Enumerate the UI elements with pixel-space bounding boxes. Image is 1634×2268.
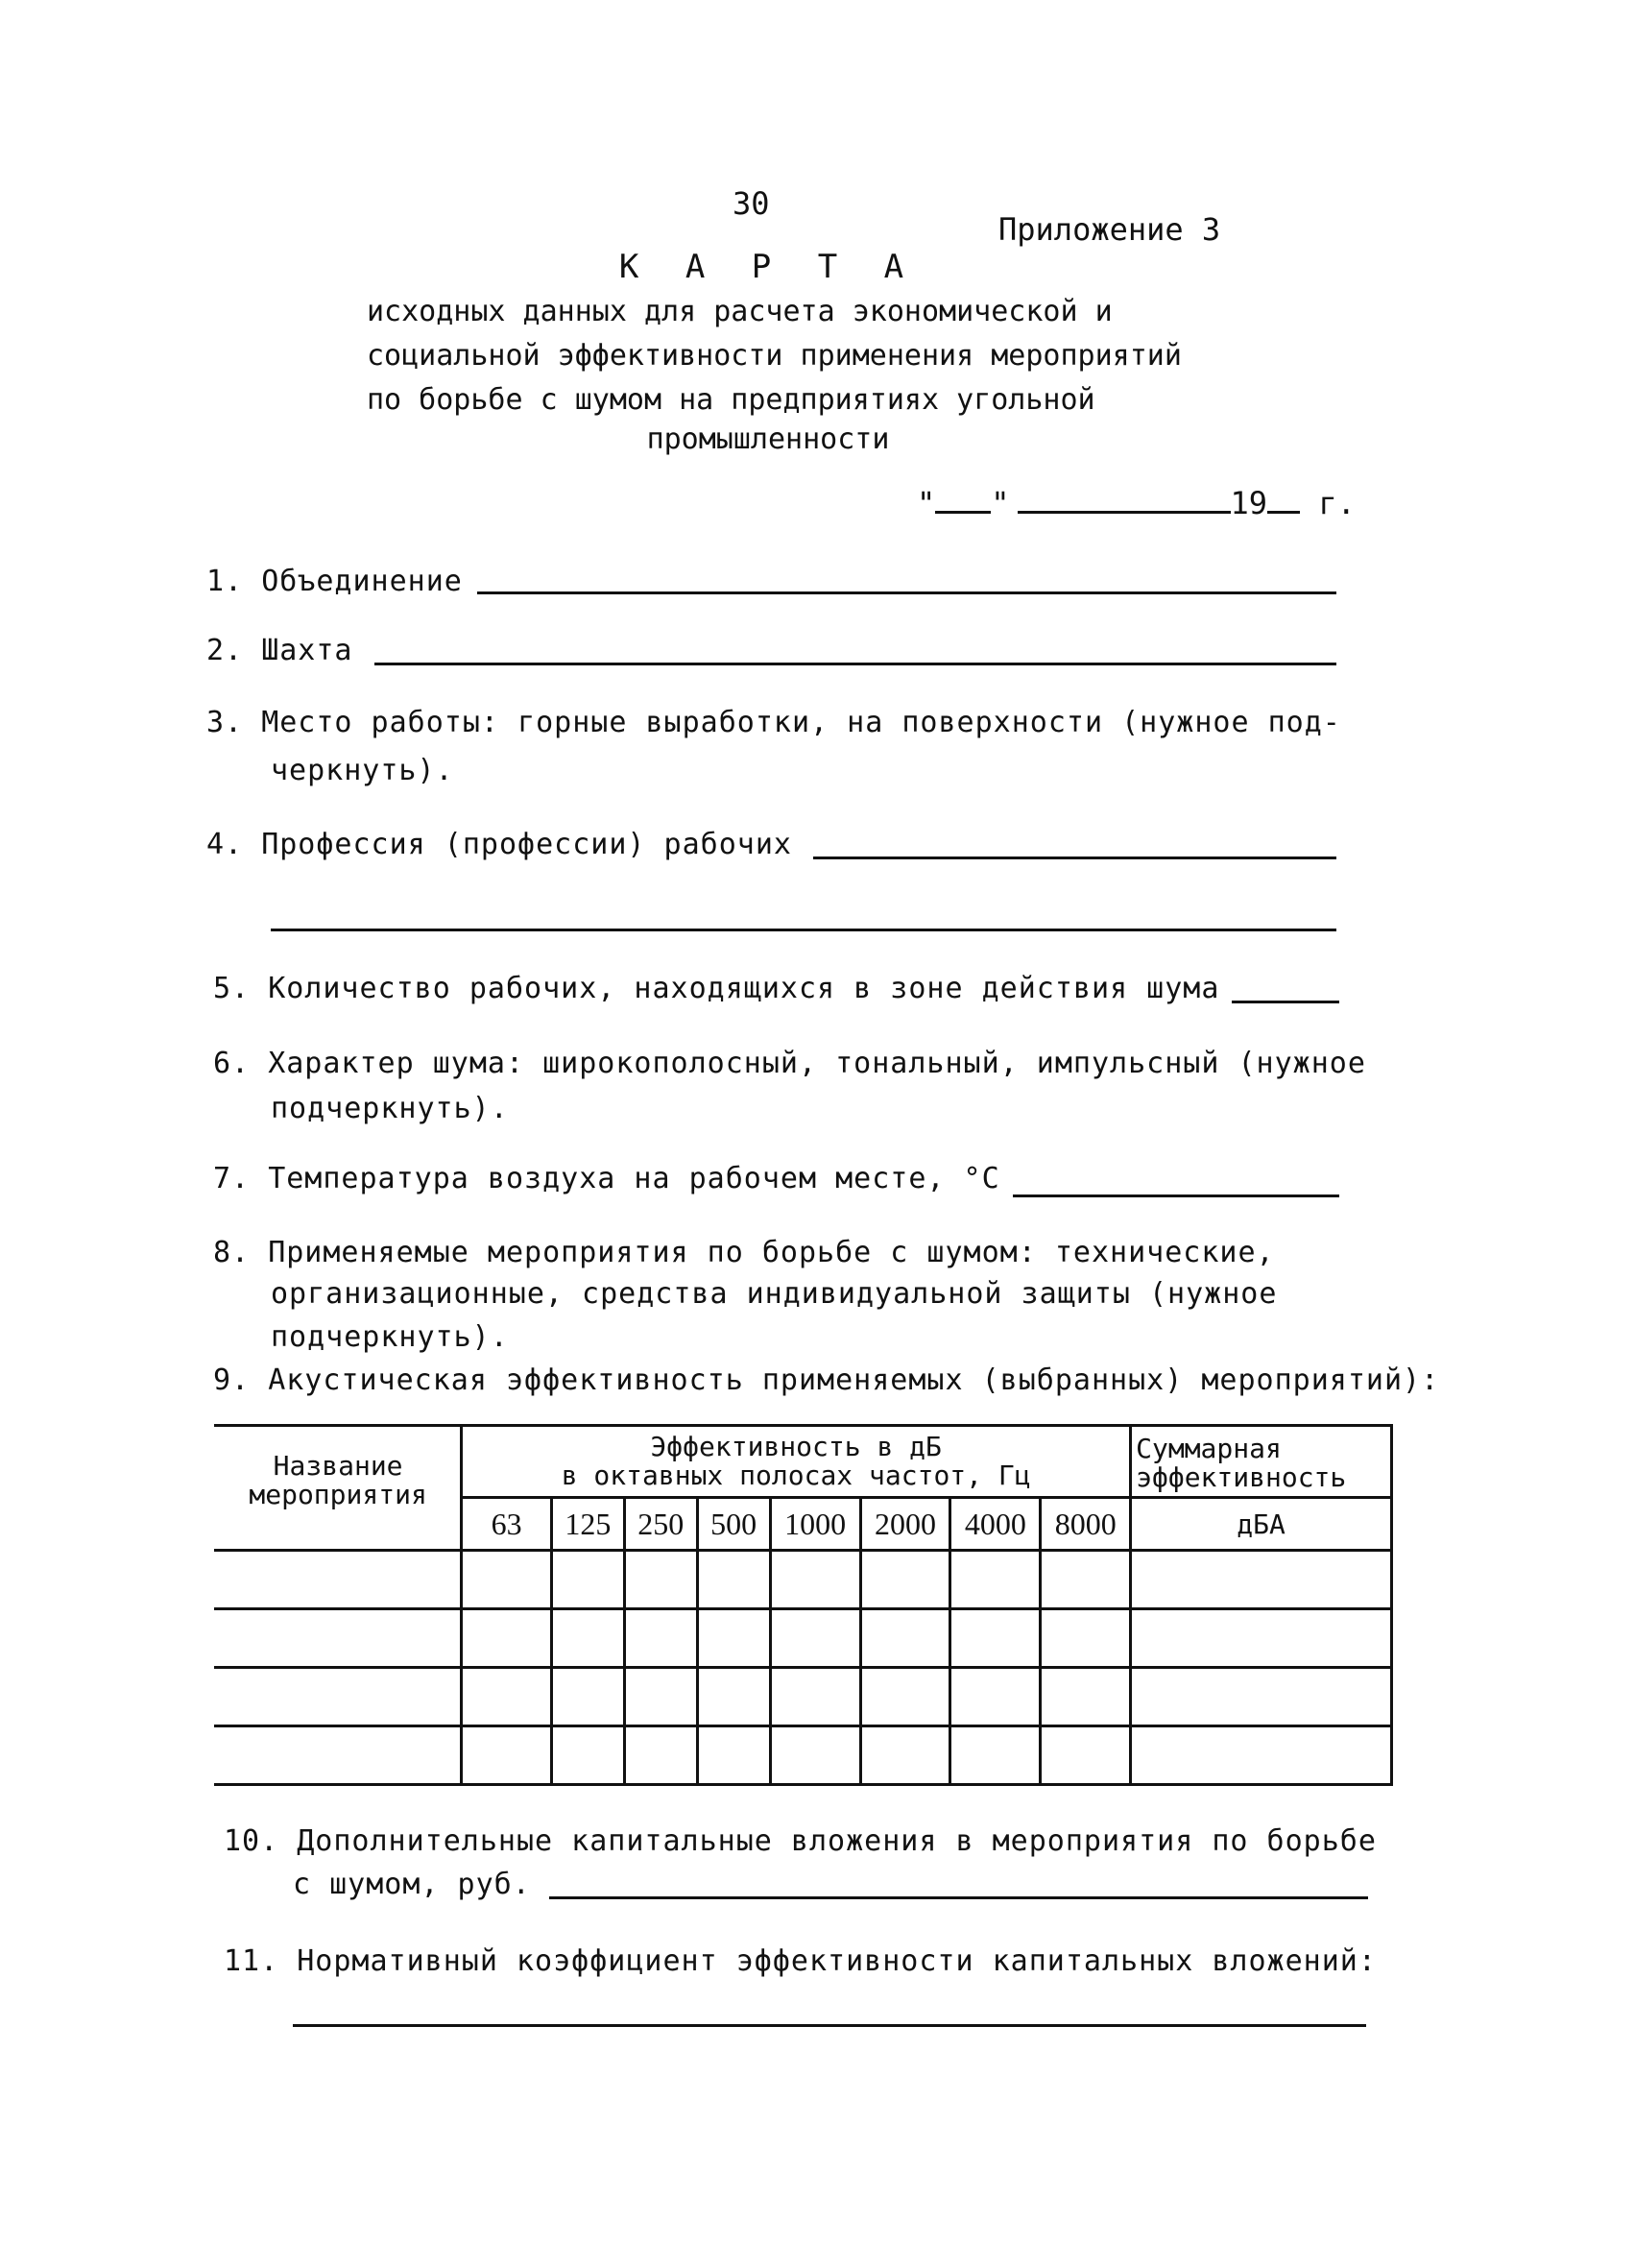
table-cell[interactable] [624,1668,697,1726]
item-label: Шахта [261,634,353,667]
freq-4000: 4000 [950,1498,1041,1551]
table-cell[interactable] [950,1551,1041,1609]
field-line-worker-count[interactable] [1232,1001,1339,1003]
item-label: Количество рабочих, находящихся в зоне действия шума [268,972,1220,1005]
item-number: 10. [224,1824,279,1858]
col-header-line: Суммарная [1136,1433,1282,1464]
item-number: 2. [206,634,244,667]
col-header-total [1131,1426,1392,1498]
table-cell[interactable] [770,1609,860,1668]
col-header-line: мероприятия [249,1479,427,1510]
table-cell[interactable] [1131,1609,1392,1668]
item-number: 9. [213,1363,251,1397]
table-cell[interactable] [697,1668,770,1726]
item-number: 7. [213,1162,251,1195]
item-label: Место работы: горные выработки, на поверхности (нужное под- [261,706,1341,739]
unit-dba: дБА [1131,1498,1392,1551]
table-cell[interactable] [214,1668,462,1726]
subtitle-line: исходных данных для расчета экономической и [367,295,1113,328]
item-number: 3. [206,706,244,739]
document-title: К А Р Т А [618,248,918,286]
table-cell[interactable] [770,1668,860,1726]
table-cell[interactable] [950,1668,1041,1726]
item-8 [213,1236,1275,1269]
table-cell[interactable] [860,1726,950,1785]
field-line-profession-2[interactable] [271,929,1336,931]
table-cell[interactable] [950,1726,1041,1785]
item-8-continuation: организационные, средства индивидуальной защиты (нужное [271,1277,1278,1311]
table-cell[interactable] [1041,1609,1131,1668]
table-cell[interactable] [1041,1726,1131,1785]
table-cell[interactable] [770,1726,860,1785]
table-cell[interactable] [462,1551,552,1609]
item-10 [224,1824,1377,1858]
table-cell[interactable] [770,1551,860,1609]
item-label: Температура воздуха на рабочем месте, °С [268,1162,1000,1195]
item-4 [206,828,792,861]
table-cell[interactable] [214,1551,462,1609]
item-10-continuation: с шумом, руб. [293,1868,531,1901]
date-field [917,485,1356,521]
item-1 [206,565,463,598]
col-header-measure [214,1426,462,1551]
item-number: 11. [224,1944,279,1978]
date-year: 19 [1230,485,1268,521]
field-line-temperature[interactable] [1013,1194,1339,1197]
item-5 [213,972,1219,1005]
table-header-row [214,1426,1392,1498]
item-number: 8. [213,1236,251,1269]
item-3-continuation: черкнуть). [271,754,454,787]
table-cell[interactable] [551,1551,624,1609]
col-header-line: в октавных полосах частот, Гц [561,1460,1031,1491]
item-label: Характер шума: широкополосный, тональный, импульсный (нужное [268,1047,1366,1080]
table-cell[interactable] [462,1668,552,1726]
item-number: 4. [206,828,244,861]
item-6-continuation: подчеркнуть). [271,1092,509,1125]
table-row [214,1668,1392,1726]
item-label: Нормативный коэффициент эффективности капитальных вложений: [297,1944,1377,1978]
table-cell[interactable] [551,1668,624,1726]
freq-125: 125 [551,1498,624,1551]
freq-1000: 1000 [770,1498,860,1551]
table-row [214,1551,1392,1609]
table-cell[interactable] [624,1609,697,1668]
table-cell[interactable] [551,1609,624,1668]
field-line-profession[interactable] [813,857,1336,859]
table-row [214,1726,1392,1785]
item-7 [213,1162,1000,1195]
item-label: Акустическая эффективность применяемых (выбранных) мероприятий): [268,1363,1440,1397]
table-cell[interactable] [697,1726,770,1785]
table-cell[interactable] [1041,1668,1131,1726]
item-8-continuation-2: подчеркнуть). [271,1320,509,1354]
table-cell[interactable] [551,1726,624,1785]
item-9 [213,1363,1439,1397]
freq-250: 250 [624,1498,697,1551]
subtitle-line: по борьбе с шумом на предприятиях угольной [367,383,1095,417]
field-line-efficiency-coefficient[interactable] [293,2024,1366,2027]
freq-8000: 8000 [1041,1498,1131,1551]
item-label: Объединение [261,565,463,598]
item-number: 6. [213,1047,251,1080]
freq-2000: 2000 [860,1498,950,1551]
table-cell[interactable] [697,1551,770,1609]
item-label: Дополнительные капитальные вложения в мероприятия по борьбе [297,1824,1377,1858]
freq-500: 500 [697,1498,770,1551]
table-cell[interactable] [860,1609,950,1668]
item-6 [213,1047,1366,1080]
field-line-capital-investment[interactable] [549,1896,1368,1899]
table-cell[interactable] [950,1609,1041,1668]
table-row [214,1609,1392,1668]
item-number: 5. [213,972,251,1005]
col-header-line: Эффективность в дБ [650,1431,942,1462]
date-quote-close: " [991,485,1010,521]
table-cell[interactable] [624,1726,697,1785]
table-cell[interactable] [1041,1551,1131,1609]
table-cell[interactable] [462,1609,552,1668]
col-header-line: Название [273,1450,403,1482]
table-cell[interactable] [1131,1668,1392,1726]
appendix-label: Приложение 3 [998,211,1221,248]
date-year-suffix: г. [1318,485,1356,521]
field-line-mine[interactable] [374,663,1336,665]
table-cell[interactable] [1131,1551,1392,1609]
table-cell[interactable] [860,1668,950,1726]
date-quote-open: " [917,485,936,521]
item-2 [206,634,353,667]
col-header-line: эффективность [1136,1461,1347,1493]
table-cell[interactable] [697,1609,770,1668]
item-label: Применяемые мероприятия по борьбе с шумом: технические, [268,1236,1275,1269]
table-cell[interactable] [214,1726,462,1785]
freq-63: 63 [462,1498,552,1551]
table-cell[interactable] [860,1551,950,1609]
subtitle-line: социальной эффективности применения мероприятий [367,339,1182,373]
item-number: 1. [206,565,244,598]
table-cell[interactable] [1131,1726,1392,1785]
field-line-association[interactable] [477,591,1336,594]
document-subtitle [367,290,1269,422]
table-cell[interactable] [214,1609,462,1668]
page-number: 30 [733,185,770,222]
subtitle-line: промышленности [646,422,890,456]
acoustic-effectiveness-table [214,1424,1393,1786]
table-cell[interactable] [624,1551,697,1609]
item-label: Профессия (профессии) рабочих [261,828,792,861]
item-3 [206,706,1341,739]
item-11 [224,1944,1377,1978]
col-header-effectiveness-group [462,1426,1131,1498]
table-cell[interactable] [462,1726,552,1785]
